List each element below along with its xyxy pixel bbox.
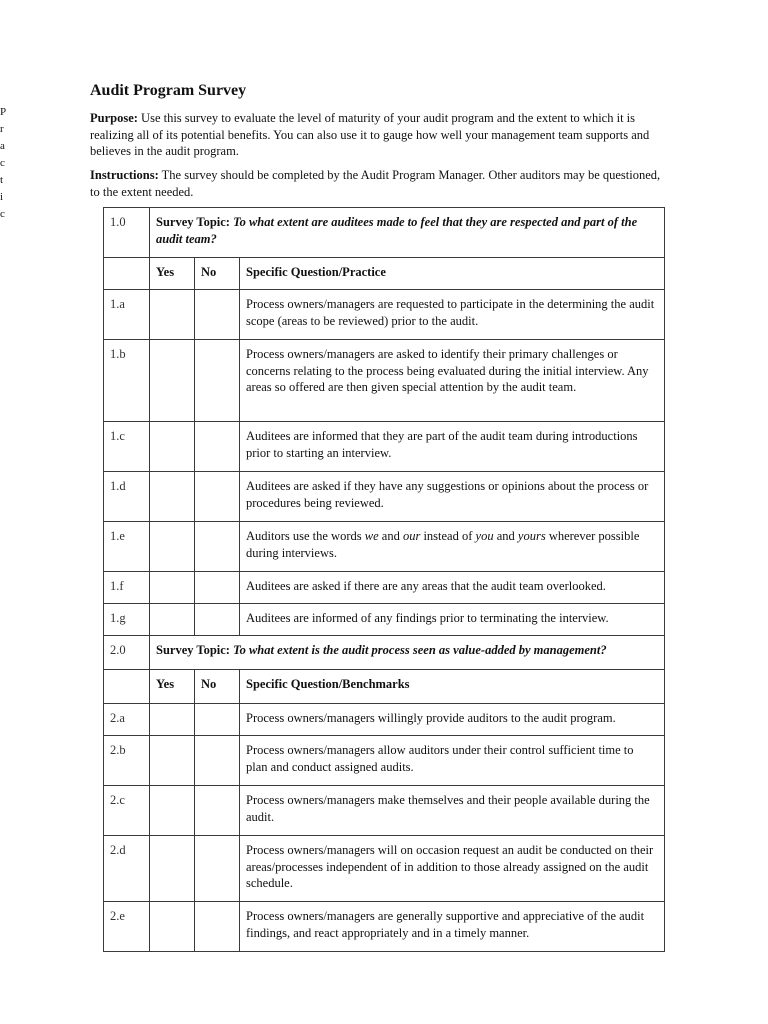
yes-answer-cell[interactable] <box>150 472 195 522</box>
question-id: 1.e <box>104 522 150 572</box>
header-blank-cell <box>104 258 150 290</box>
yes-answer-cell[interactable] <box>150 604 195 636</box>
question-id: 2.d <box>104 836 150 902</box>
section-number: 1.0 <box>104 208 150 258</box>
question-text-part: and <box>493 529 518 543</box>
no-answer-cell[interactable] <box>195 340 240 422</box>
instructions-label: Instructions: <box>90 168 159 182</box>
table-row <box>104 786 665 836</box>
emphasized-word: you <box>475 529 494 543</box>
purpose-text: Use this survey to evaluate the level of maturity of your audit program and the extent to which it is realizing all of its potential benefits. You can also use it to gauge how well your management team supports and believes in the audit program. <box>90 111 650 158</box>
table-row <box>104 522 665 572</box>
question-text: Process owners/managers make themselves and their people available during the audit. <box>240 786 665 836</box>
topic-label: Survey Topic: <box>156 215 230 229</box>
no-answer-cell[interactable] <box>195 704 240 736</box>
side-letter: c <box>0 157 5 169</box>
no-answer-cell[interactable] <box>195 836 240 902</box>
no-answer-cell[interactable] <box>195 472 240 522</box>
question-text: Process owners/managers are requested to participate in the determining the audit scope (areas to be reviewed) prior to the audit. <box>240 290 665 340</box>
question-text <box>240 522 665 572</box>
header-yes: Yes <box>150 670 195 704</box>
no-answer-cell[interactable] <box>195 604 240 636</box>
yes-answer-cell[interactable] <box>150 836 195 902</box>
emphasized-word: we <box>364 529 379 543</box>
section-topic <box>150 636 665 670</box>
no-answer-cell[interactable] <box>195 522 240 572</box>
yes-answer-cell[interactable] <box>150 786 195 836</box>
question-id: 1.g <box>104 604 150 636</box>
question-id: 2.c <box>104 786 150 836</box>
yes-answer-cell[interactable] <box>150 290 195 340</box>
yes-answer-cell[interactable] <box>150 340 195 422</box>
side-letters <box>0 104 8 223</box>
table-row <box>104 736 665 786</box>
instructions-text: The survey should be completed by the Audit Program Manager. Other auditors may be questioned, to the extent needed. <box>90 168 661 199</box>
no-answer-cell[interactable] <box>195 786 240 836</box>
question-id: 1.a <box>104 290 150 340</box>
header-question: Specific Question/Practice <box>240 258 665 290</box>
section-topic-row <box>104 208 665 258</box>
question-text: Process owners/managers are asked to identify their primary challenges or concerns relating to the process being evaluated during the initial interview. Any areas so offered are then given special attention by the audit team. <box>240 340 665 422</box>
question-id: 1.f <box>104 572 150 604</box>
side-letter: c <box>0 208 5 220</box>
question-id: 2.e <box>104 902 150 952</box>
header-question: Specific Question/Benchmarks <box>240 670 665 704</box>
yes-answer-cell[interactable] <box>150 736 195 786</box>
yes-answer-cell[interactable] <box>150 902 195 952</box>
question-id: 1.b <box>104 340 150 422</box>
side-letter: P <box>0 106 7 118</box>
question-id: 1.d <box>104 472 150 522</box>
topic-label: Survey Topic: <box>156 643 230 657</box>
side-letter: r <box>0 123 4 135</box>
purpose-paragraph <box>90 110 670 160</box>
section-topic <box>150 208 665 258</box>
table-row <box>104 604 665 636</box>
question-text-part: Auditors use the words <box>246 529 365 543</box>
section-number: 2.0 <box>104 636 150 670</box>
no-answer-cell[interactable] <box>195 902 240 952</box>
yes-answer-cell[interactable] <box>150 522 195 572</box>
question-id: 2.a <box>104 704 150 736</box>
header-yes: Yes <box>150 258 195 290</box>
yes-answer-cell[interactable] <box>150 572 195 604</box>
section-header-row <box>104 670 665 704</box>
side-letter: i <box>0 191 4 203</box>
table-row <box>104 704 665 736</box>
table-row <box>104 290 665 340</box>
table-row <box>104 572 665 604</box>
emphasized-word: our <box>402 529 421 543</box>
no-answer-cell[interactable] <box>195 422 240 472</box>
yes-answer-cell[interactable] <box>150 422 195 472</box>
table-row <box>104 836 665 902</box>
question-text: Process owners/managers are generally supportive and appreciative of the audit findings, and react appropriately and in a timely manner. <box>240 902 665 952</box>
purpose-label: Purpose: <box>90 111 138 125</box>
page-title: Audit Program Survey <box>90 82 247 99</box>
question-text-part: and <box>378 529 403 543</box>
question-text: Process owners/managers willingly provide auditors to the audit program. <box>240 704 665 736</box>
side-letter: a <box>0 140 5 152</box>
question-text-part: instead of <box>420 529 476 543</box>
question-id: 1.c <box>104 422 150 472</box>
emphasized-word: yours <box>517 529 546 543</box>
side-letter: t <box>0 174 4 186</box>
no-answer-cell[interactable] <box>195 290 240 340</box>
question-text: Auditees are informed of any findings prior to terminating the interview. <box>240 604 665 636</box>
survey-table <box>103 207 665 952</box>
no-answer-cell[interactable] <box>195 572 240 604</box>
no-answer-cell[interactable] <box>195 736 240 786</box>
question-id: 2.b <box>104 736 150 786</box>
table-row <box>104 422 665 472</box>
topic-question: To what extent is the audit process seen as value-added by management? <box>233 643 607 657</box>
question-text: Auditees are asked if they have any suggestions or opinions about the process or procedures being reviewed. <box>240 472 665 522</box>
question-text-part: wherever possible during interviews. <box>246 529 640 560</box>
section-header-row <box>104 258 665 290</box>
instructions-paragraph <box>90 167 670 200</box>
table-row <box>104 340 665 422</box>
question-text: Process owners/managers will on occasion request an audit be conducted on their areas/processes independent of in addition to those already assigned on the audit schedule. <box>240 836 665 902</box>
header-no: No <box>195 258 240 290</box>
yes-answer-cell[interactable] <box>150 704 195 736</box>
topic-question: To what extent are auditees made to feel that they are respected and part of the audit team? <box>156 215 638 246</box>
section-topic-row <box>104 636 665 670</box>
table-row <box>104 472 665 522</box>
question-text: Auditees are asked if there are any areas that the audit team overlooked. <box>240 572 665 604</box>
question-text: Auditees are informed that they are part of the audit team during introductions prior to starting an interview. <box>240 422 665 472</box>
question-text: Process owners/managers allow auditors under their control sufficient time to plan and conduct assigned audits. <box>240 736 665 786</box>
header-blank-cell <box>104 670 150 704</box>
survey-table-body <box>104 208 665 952</box>
table-row <box>104 902 665 952</box>
header-no: No <box>195 670 240 704</box>
